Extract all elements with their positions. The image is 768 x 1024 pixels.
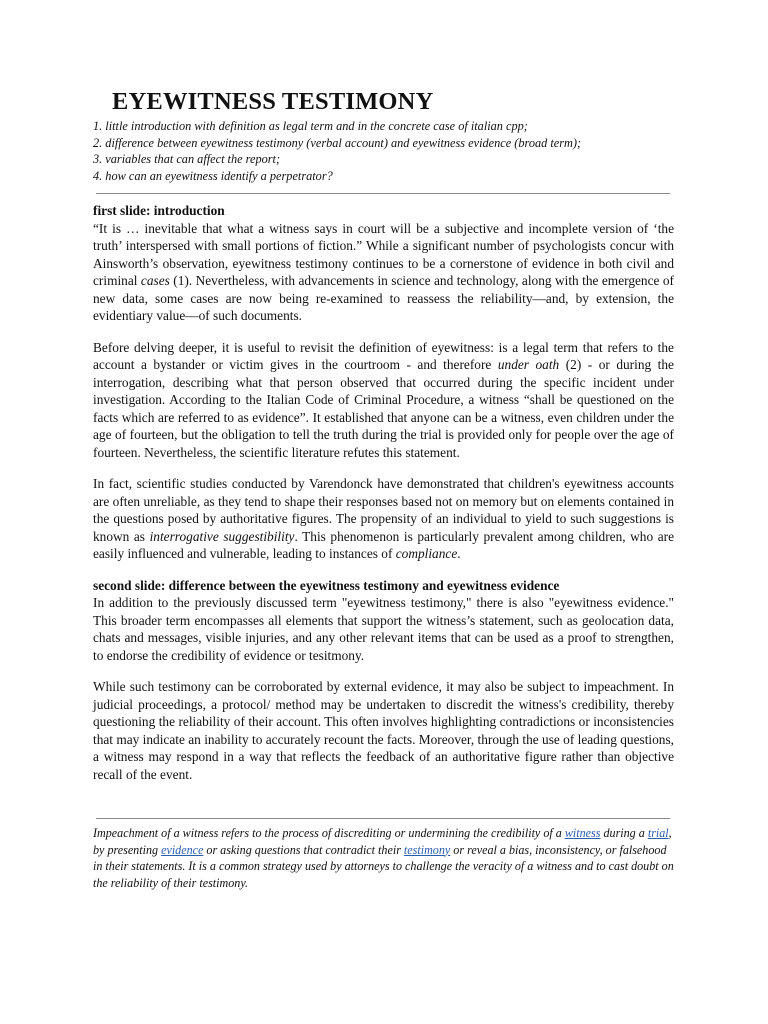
- link-evidence[interactable]: evidence: [161, 842, 204, 857]
- intro-paragraph-2: [93, 339, 674, 462]
- intro-paragraph-2-emphasis: under oath: [497, 357, 560, 372]
- note-text-3: , by presenting: [93, 826, 672, 857]
- difference-paragraph-2: While such testimony can be corroborated by external evidence, it may also be subject to impeachment. In judicial proceedings, a protocol/ method may be undertaken to discredit the witness's credibility, thereby questioning the reliability of their account. This often involves highlighting contradictions or inconsistencies that may indicate an inability to accurately recount the facts. Moreover, through the use of leading questions, a witness may respond in a way that reflects the feedback of an authoritative figure rather than objective recall of the event.: [93, 679, 674, 782]
- note-text-4: or asking questions that contradict their: [203, 842, 404, 857]
- divider-bottom: [96, 818, 670, 819]
- note-text-1: Impeachment of a witness refers to the process of discrediting or undermining the credibility of a: [93, 826, 565, 840]
- document-body: [93, 202, 674, 797]
- intro-paragraph-3-text-b: . This phenomenon is particularly prevalent among children, who are easily influenced and vulnerable, leading to instances of: [93, 528, 674, 561]
- section-heading-difference: second slide: difference between the eyewitness testimony and eyewitness evidence: [93, 577, 560, 593]
- outline-item-2: 2. difference between eyewitness testimony (verbal account) and eyewitness evidence (broad term);: [93, 135, 582, 150]
- link-testimony[interactable]: testimony: [403, 842, 451, 857]
- intro-paragraph-1-text-b: (1). Nevertheless, with advancements in science and technology, along with the emergence of new data, some cases are now being re-examined to reassess the reliability—and, by extension, the evidentiary value—of such documents.: [93, 273, 674, 323]
- document-title: EYEWITNESS TESTIMONY: [112, 88, 434, 115]
- note-text-5: or reveal a bias, inconsistency, or falsehood in their statements. It is a common strategy used by attorneys to challenge the veracity of a witness and to cast doubt on the reliability of their testimony.: [93, 842, 674, 890]
- intro-paragraph-3-text-a: In fact, scientific studies conducted by Varendonck have demonstrated that children's eyewitness accounts are often unreliable, as they tend to shape their responses based not on memory but on elements contained in the questions posed by authoritative figures. The propensity of an individual to yield to such suggestions is known as: [93, 476, 674, 544]
- link-trial[interactable]: trial: [647, 826, 669, 840]
- intro-paragraph-3: [93, 475, 674, 563]
- intro-paragraph-1: [93, 220, 674, 325]
- intro-paragraph-1-emphasis: cases: [140, 273, 170, 288]
- intro-paragraph-2-text-b: (2) - or during the interrogation, describing what that person observed that occurred during the specific incident under investigation. According to the Italian Code of Criminal Procedure, a witness “shall be questioned on the facts which are referred to as evidence”. It established that anyone can be a witness, even children under the age of fourteen, but the obligation to tell the truth during the trial is provided only for people over the age of fourteen. Nevertheless, the scientific literature refutes this statement.: [93, 357, 674, 460]
- intro-paragraph-2-text-a: Before delving deeper, it is useful to revisit the definition of eyewitness: is a legal term that refers to the account a bystander or victim gives in the courtroom - and therefore: [93, 339, 674, 372]
- impeachment-note: [93, 825, 674, 891]
- outline-item-4: 4. how can an eyewitness identify a perpetrator?: [93, 168, 333, 183]
- intro-paragraph-3-emphasis-1: interrogative suggestibility: [149, 528, 295, 544]
- divider-top: [96, 193, 670, 194]
- intro-paragraph-1-text-a: “It is … inevitable that what a witness says in court will be a subjective and incomplete version of ‘the truth’ interspersed with small portions of fiction.” While a significant number of psychologists concur with Ainsworth’s observation, eyewitness testimony continues to be a cornerstone of evidence in both civil and criminal: [93, 220, 674, 288]
- difference-paragraph-1: In addition to the previously discussed term "eyewitness testimony," there is also "eyewitness evidence." This broader term encompasses all elements that support the witness’s statement, such as geolocation data, chats and messages, visible injuries, and any other relevant items that can be used as a proof to strengthen, to endorse the credibility of evidence or tesitmony.: [93, 595, 674, 663]
- note-text-2: during a: [600, 826, 648, 840]
- outline-list: [93, 118, 674, 184]
- intro-paragraph-3-emphasis-2: compliance: [395, 546, 458, 561]
- section-heading-introduction: first slide: introduction: [93, 203, 225, 218]
- intro-paragraph-3-text-c: .: [457, 546, 461, 561]
- outline-item-3: 3. variables that can affect the report;: [93, 152, 281, 166]
- outline-item-1: 1. little introduction with definition as legal term and in the concrete case of italian cpp;: [93, 119, 528, 133]
- link-witness[interactable]: witness: [564, 826, 601, 840]
